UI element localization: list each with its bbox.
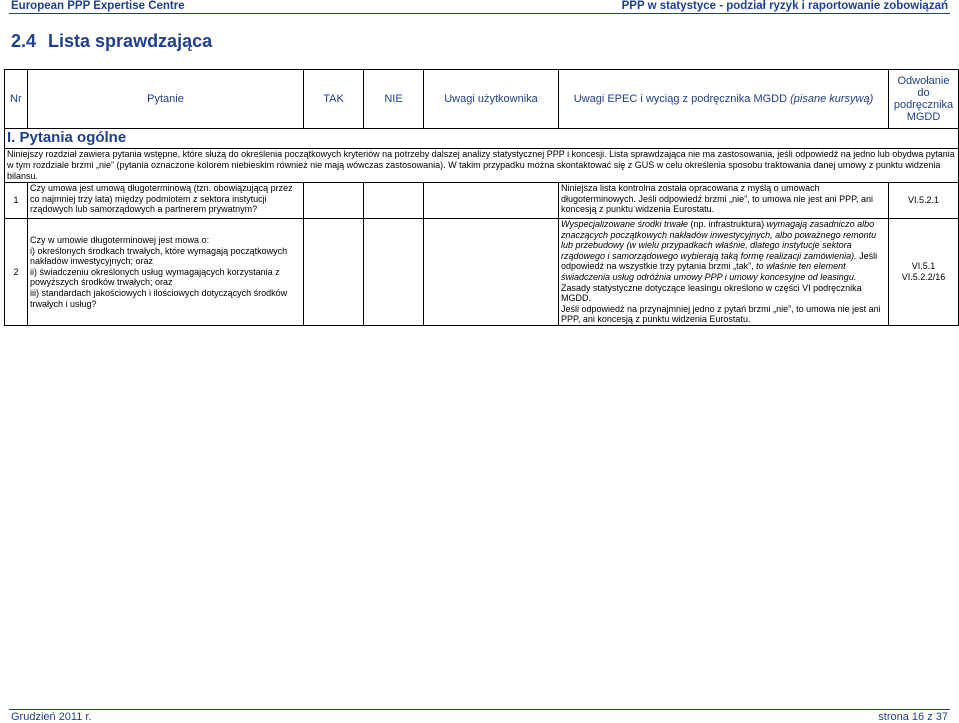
table-row: [5, 183, 959, 219]
table-row: [5, 219, 959, 326]
user-notes-cell[interactable]: [424, 219, 559, 326]
epec-plain-text: Zasady statystyczne dotyczące leasingu określono w części VI podręcznika MGDD.: [561, 282, 862, 304]
reference-cell: [889, 219, 959, 326]
header-left-title: European PPP Expertise Centre: [11, 0, 185, 12]
question-line: i) określonych środkach trwałych, które wymagają początkowych nakładów inwestycyjnych; oraz: [30, 245, 288, 267]
epec-plain-text: Jeśli odpowiedź na wszystkie trzy pytania brzmi „tak”,: [561, 250, 878, 272]
col-header-nr: Nr: [5, 70, 28, 129]
col-header-tak: TAK: [304, 70, 364, 129]
col-header-uwagi-uzytkownika: Uwagi użytkownika: [424, 70, 559, 129]
epec-italic-text: to właśnie ten element świadczenia usług odróżnia umowy PPP i umowy koncesyjne od leasingu.: [561, 261, 857, 282]
group-intro-row: [5, 149, 959, 183]
epec-notes-cell: [559, 219, 889, 326]
col-header-odwolanie: Odwołanie do podręcznika MGDD: [889, 70, 959, 129]
epec-plain-text: (np. infrastruktura): [688, 219, 767, 229]
footer-page-number: strona 16 z 37: [878, 711, 948, 723]
section-title: [11, 31, 212, 52]
reference-line: VI.5.1: [911, 261, 936, 272]
question-line: iii) standardach jakościowych i ilościowych dotyczących środków trwałych i usług?: [30, 287, 288, 309]
row-number: 2: [5, 219, 28, 326]
section-number: 2.4: [11, 31, 37, 51]
nie-cell[interactable]: [364, 219, 424, 326]
question-cell: [28, 219, 304, 326]
epec-plain-text: Jeśli odpowiedź na przynajmniej jedno z pytań brzmi „nie”, to umowa nie jest ani PPP, ani koncesją z punktu widzenia Eurostatu.: [561, 303, 881, 325]
footer-divider: [9, 709, 950, 710]
group-intro: Niniejszy rozdział zawiera pytania wstępne, które służą do określenia początkowych kryteriów na potrzeby dalszej analizy statystycznej PPP i koncesji. Lista sprawdzająca nie ma zastosowania, jeśli odpowiedź na jedno lub obydwa pytania w tym rozdziale brzmi „nie” (pytania oznaczone kolorem niebieskim również nie mają wówczas zastosowania). W takim przypadku można skontaktować się z GUS w celu określenia sposobu traktowania danej umowy z punktu widzenia bilansu.: [5, 149, 959, 183]
epec-notes-cell: Niniejsza lista kontrolna została opracowana z myślą o umowach długoterminowych. Jeśli odpowiedź brzmi „nie”, to umowa nie jest ani PPP, ani koncesją z punktu widzenia Eurostatu.: [559, 183, 889, 219]
epec-italic-text: wymagają zasadniczo albo znaczących początkowych nakładów inwestycyjnych, albo poważnego remontu lub przebudowy (w wielu przypadkach właśnie, dlatego instytucje sektora rządowego i samorządowego wybierają taką formę realizacji zamówienia).: [561, 219, 877, 261]
nie-cell[interactable]: [364, 183, 424, 219]
col-header-pytanie: Pytanie: [28, 70, 304, 129]
row-number: 1: [5, 183, 28, 219]
col-header-nie: NIE: [364, 70, 424, 129]
question-cell: Czy umowa jest umową długoterminową (tzn. obowiązującą przez co najmniej trzy lata) między podmiotem z sektora instytucji rządowych lub samorządowych a partnerem prywatnym?: [28, 183, 304, 219]
user-notes-cell[interactable]: [424, 183, 559, 219]
table-header-row: [5, 70, 959, 129]
footer-date: Grudzień 2011 r.: [11, 711, 92, 723]
checklist-table: [4, 69, 959, 326]
section-title-text: Lista sprawdzająca: [48, 31, 213, 51]
header-divider: [9, 13, 950, 14]
group-title-row: [5, 129, 959, 149]
question-line: Czy w umowie długoterminowej jest mowa o:: [30, 235, 210, 245]
tak-cell[interactable]: [304, 219, 364, 326]
reference-cell: VI.5.2.1: [889, 183, 959, 219]
epec-italic-text: Wyspecjalizowane środki trwałe: [561, 219, 689, 229]
reference-line: VI.5.2.2/16: [901, 271, 946, 282]
tak-cell[interactable]: [304, 183, 364, 219]
question-line: ii) świadczeniu określonych usług wymagających korzystania z powyższych środków trwałych; oraz: [30, 266, 280, 288]
header-right-title: PPP w statystyce - podział ryzyk i raportowanie zobowiązań: [621, 0, 948, 12]
group-title: I. Pytania ogólne: [5, 129, 959, 149]
col-header-uwagi-epec: Uwagi EPEC i wyciąg z podręcznika MGDD (pisane kursywą): [559, 70, 889, 129]
